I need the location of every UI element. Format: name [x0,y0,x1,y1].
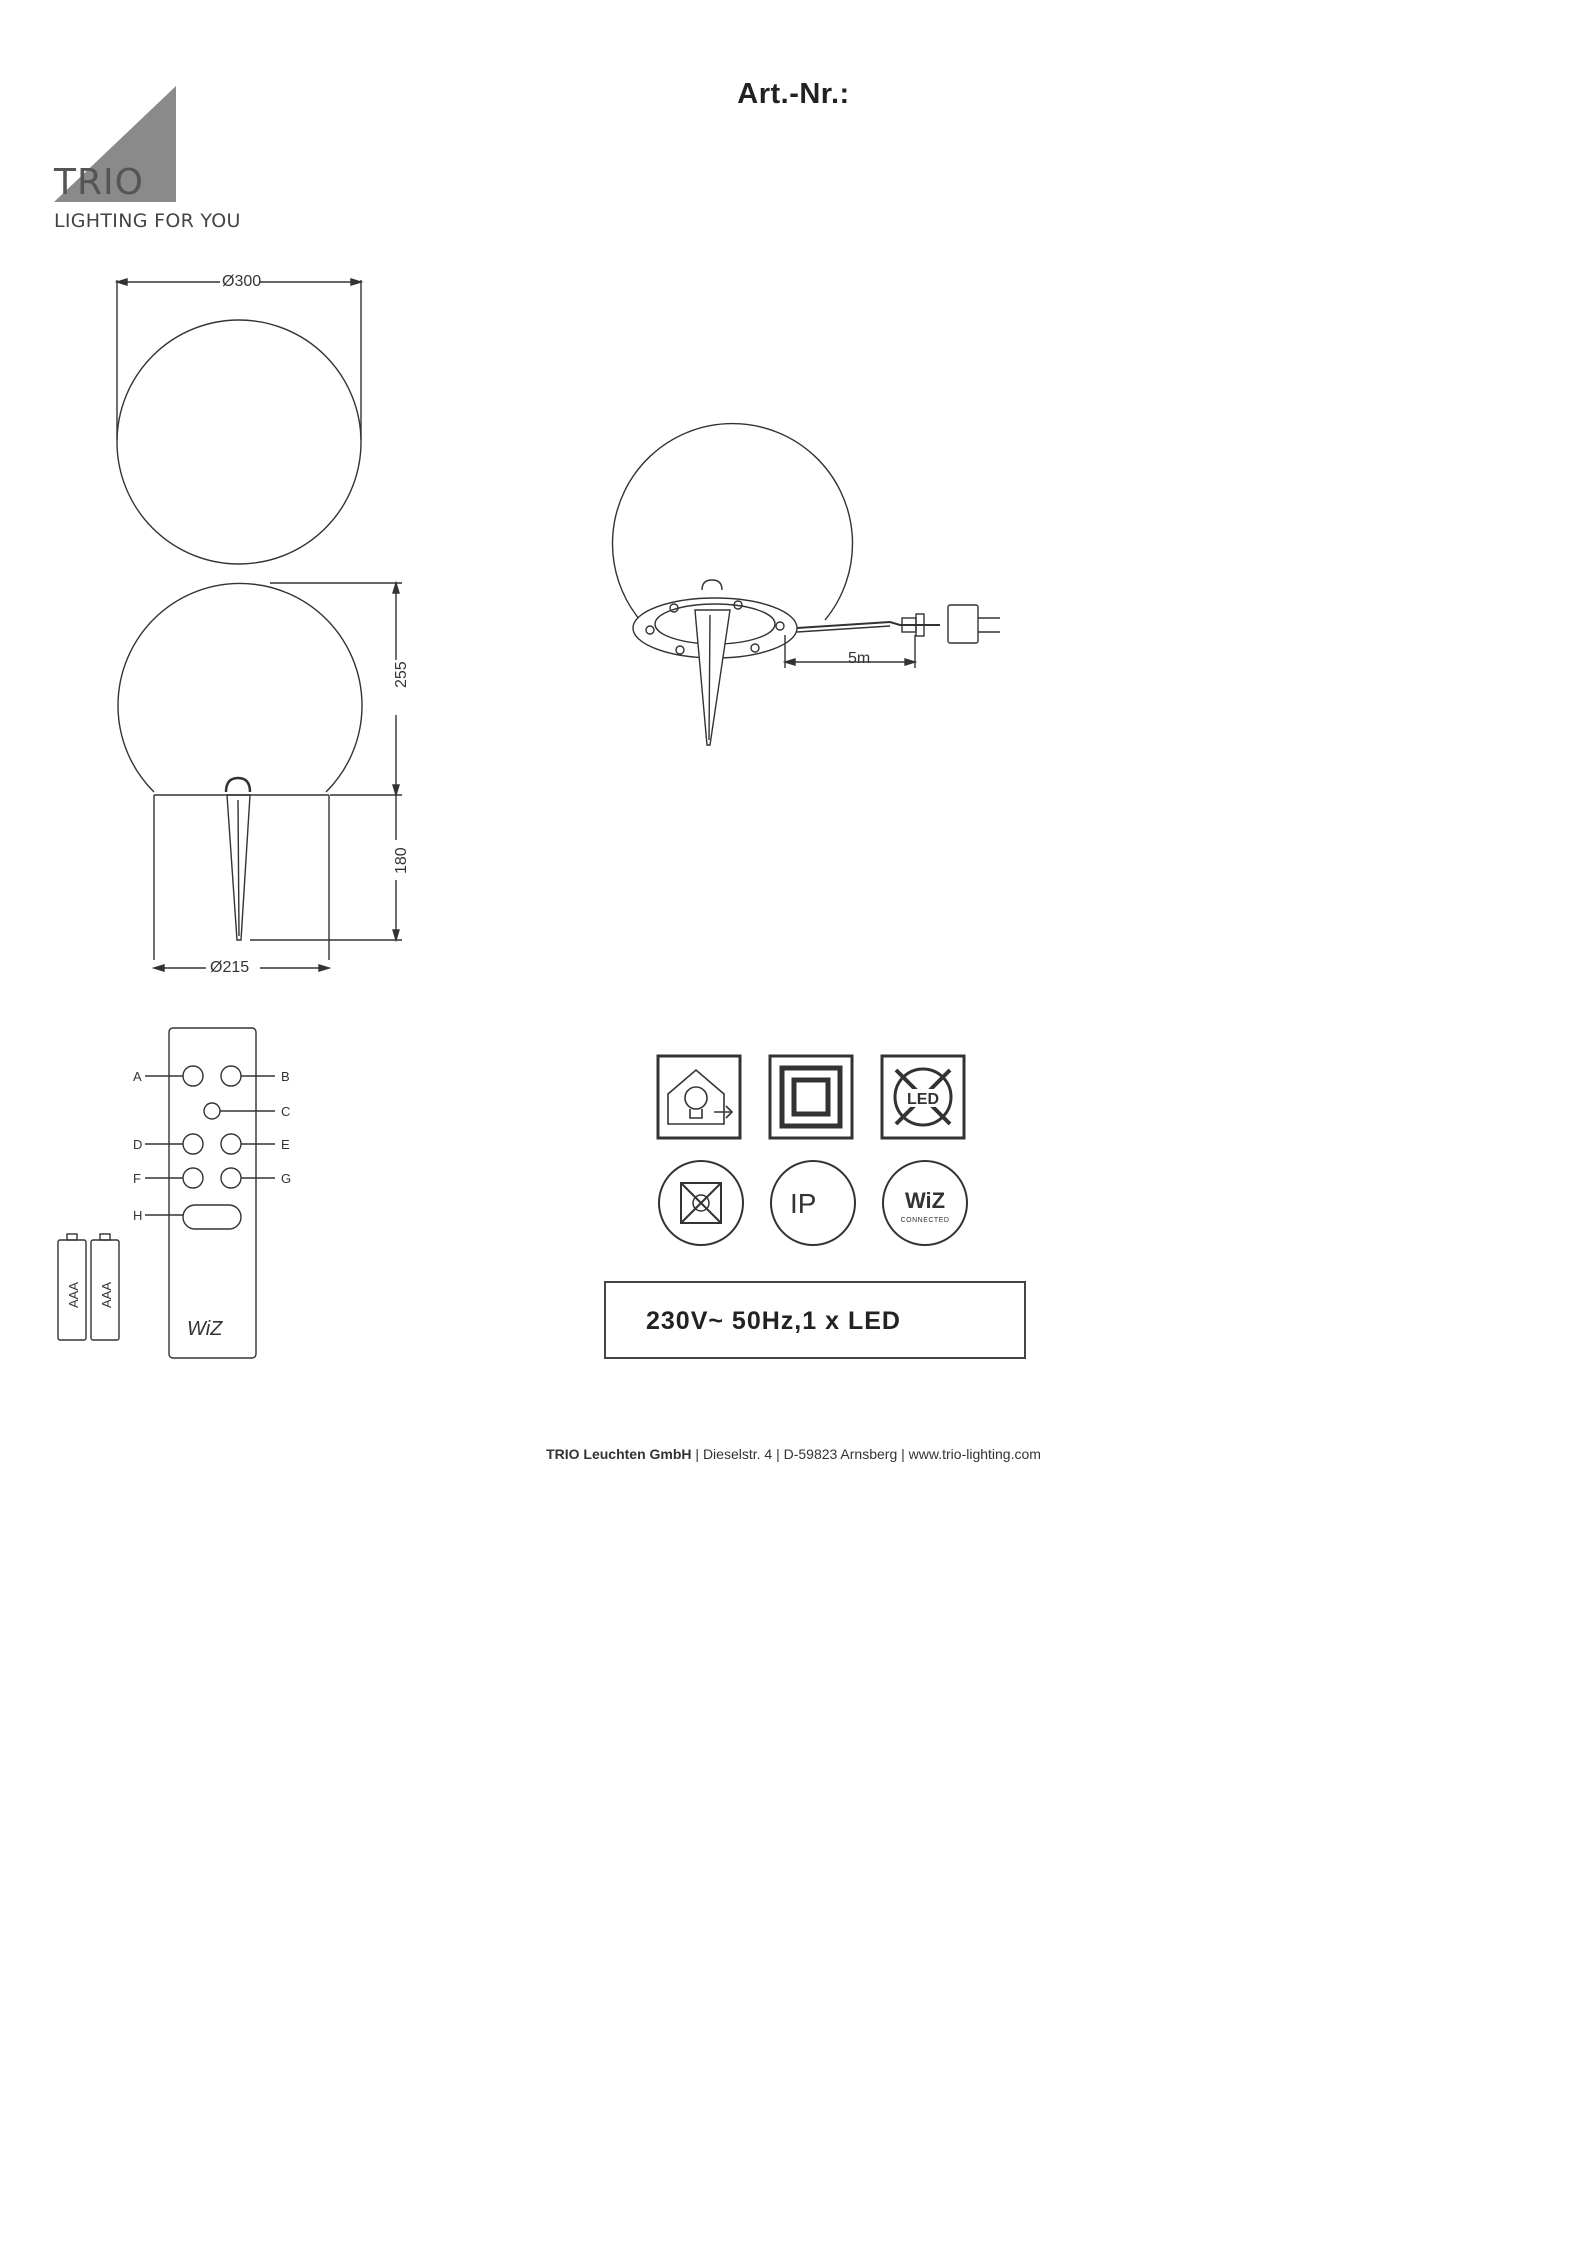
spec-box [604,1281,1026,1359]
remote-button-g [221,1168,241,1188]
led-symbol-label: LED [907,1091,939,1108]
remote-label-a: A [133,1069,142,1084]
remote-label-c: C [281,1104,291,1119]
led-not-replaceable-icon [880,1054,966,1140]
batteries-icon [55,1230,125,1345]
plug [948,605,978,643]
globe-side-view [118,583,362,792]
ground-spike [695,610,730,745]
globe-perspective [613,424,853,620]
remote-button-e [221,1134,241,1154]
remote-button-f [183,1168,203,1188]
footer-street: Dieselstr. 4 [702,1446,773,1462]
wiz-connected-label: CONNECTED [900,1217,950,1224]
remote-label-e: E [281,1137,290,1152]
remote-button-h [183,1205,241,1229]
dim-diameter-top: Ø300 [222,273,262,290]
footer [0,1446,1587,1462]
electrical-spec: 230V~ 50Hz,1 x LED [646,1307,901,1335]
remote-button-b [221,1066,241,1086]
logo-tagline: LIGHTING FOR YOU [54,210,241,232]
battery-label: AAA [66,1281,81,1308]
footer-separator: | [776,1446,784,1462]
dim-cable-length: 5m [848,650,871,667]
remote-button-a [183,1066,203,1086]
protection-class-ii-icon [768,1054,854,1140]
footer-separator: | [901,1446,909,1462]
remote-control [125,1025,325,1365]
footer-city: D-59823 Arnsberg [783,1446,898,1462]
footer-separator: | [695,1446,703,1462]
remote-brand: WiZ [187,1318,223,1340]
remote-label-d: D [133,1137,143,1152]
remote-label-b: B [281,1069,290,1084]
logo-brand: TRIO [54,162,144,203]
footer-web[interactable]: www.trio-lighting.com [908,1446,1041,1462]
globe-top-view [117,320,361,564]
remote-label-f: F [133,1171,141,1186]
replaceable-bulb-icon [656,1054,742,1140]
wiz-logo-label: WiZ [904,1188,946,1213]
remote-button-d [183,1134,203,1154]
remote-body [169,1028,256,1358]
footer-company: TRIO Leuchten GmbH [546,1446,692,1462]
dim-height: 255 [393,661,410,688]
wiz-connected-icon [880,1158,970,1248]
ip-rating-label: IP [790,1188,817,1219]
article-number-title: Art.-Nr.: [737,78,850,110]
battery-label: AAA [99,1281,114,1308]
remote-label-h: H [133,1208,143,1223]
ip-rating-icon [768,1158,858,1248]
dim-spike: 180 [393,847,410,874]
remote-button-c [204,1103,220,1119]
perspective-drawing [570,400,1030,760]
technical-drawing [100,260,440,990]
no-covering-icon [656,1158,746,1248]
remote-label-g: G [281,1171,292,1186]
dim-diameter-base: Ø215 [210,959,250,976]
